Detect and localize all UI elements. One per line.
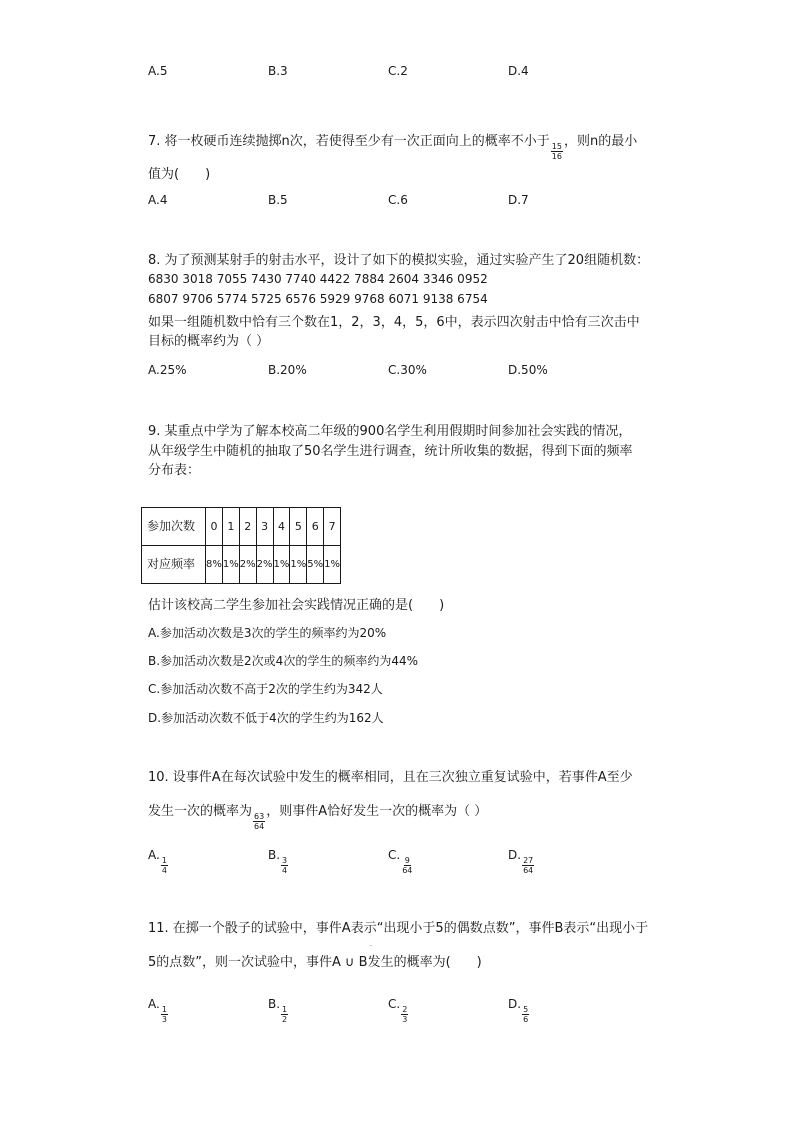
q8-option-b: B.20%	[268, 363, 307, 377]
q10-text-pre: 发生一次的概率为	[148, 804, 253, 819]
q10-option-b	[268, 848, 289, 875]
table-row-frequencies	[142, 546, 341, 584]
q9-line-3: 分布表：	[148, 463, 201, 478]
q9-option-a: A.参加活动次数是3次的学生的频率约为20%	[148, 626, 387, 640]
q10-option-c-num: 9	[404, 856, 410, 865]
q10-text-post: ，则事件A恰好发生一次的概率为（ ）	[266, 804, 488, 819]
q10-option-c	[388, 848, 414, 875]
q10-option-b-fraction	[281, 856, 288, 875]
q11-option-d-den: 6	[523, 1015, 529, 1024]
q10-option-a	[148, 848, 169, 875]
table-count-1: 1	[222, 508, 239, 546]
q8-random-numbers-2: 6807 9706 5774 5725 6576 5929 9768 6071 9138 6754	[148, 292, 488, 306]
q11-option-a-label: A.	[148, 997, 160, 1011]
q11-option-b	[268, 997, 289, 1024]
q9-line-1: 9. 某重点中学为了解本校高二年级的900名学生利用假期时间参加社会实践的情况，	[148, 424, 632, 439]
q11-option-c-fraction	[401, 1005, 408, 1024]
q9-stem: 估计该校高二学生参加社会实践情况正确的是( )	[148, 598, 445, 613]
q7-option-d: D.7	[508, 193, 529, 207]
q7-line-1	[148, 130, 637, 161]
q8-option-c: C.30%	[388, 363, 427, 377]
q10-frac-num: 63	[254, 812, 265, 821]
q8-option-d: D.50%	[508, 363, 548, 377]
q10-option-a-fraction	[161, 856, 168, 875]
q9-option-c: C.参加活动次数不高于2次的学生约为342人	[148, 682, 383, 696]
table-freq-3: 2%	[256, 546, 273, 584]
q10-option-c-den: 64	[402, 866, 413, 875]
q6-option-b: B.3	[268, 64, 288, 78]
q10-option-d-label: D.	[508, 848, 522, 862]
table-count-2: 2	[239, 508, 256, 546]
frequency-table	[141, 507, 341, 584]
q11-option-b-label: B.	[268, 997, 281, 1011]
table-count-6: 6	[307, 508, 324, 546]
q11-option-a	[148, 997, 169, 1024]
q6-option-d: D.4	[508, 64, 529, 78]
q10-option-b-label: B.	[268, 848, 281, 862]
table-freq-4: 1%	[273, 546, 290, 584]
q8-option-a: A.25%	[148, 363, 187, 377]
q10-line-1: 10. 设事件A在每次试验中发生的概率相同，且在三次独立重复试验中，若事件A至少	[148, 770, 633, 785]
q7-frac-num: 15	[551, 142, 562, 151]
table-row-counts	[142, 508, 341, 546]
table-freq-1: 1%	[222, 546, 239, 584]
q10-option-d-den: 64	[523, 866, 534, 875]
q8-random-numbers-1: 6830 3018 7055 7430 7740 4422 7884 2604 3346 0952	[148, 272, 488, 286]
q7-fraction	[551, 142, 563, 161]
q10-option-b-den: 4	[282, 866, 288, 875]
q7-text-pre: 7. 将一枚硬币连续抛掷n次，若使得至少有一次正面向上的概率不小于	[148, 134, 550, 149]
q11-option-c	[388, 997, 409, 1024]
q7-option-a: A.4	[148, 193, 168, 207]
q9-line-2: 从年级学生中随机的抽取了50名学生进行调查，统计所收集的数据，得到下面的频率	[148, 444, 633, 459]
q11-option-c-den: 3	[402, 1015, 408, 1024]
q10-option-d-fraction	[522, 856, 534, 875]
q11-line-2: 5的点数”，则一次试验中，事件A ∪ B发生的概率为( )	[148, 955, 482, 970]
q10-option-d-num: 27	[523, 856, 534, 865]
table-freq-6: 5%	[307, 546, 324, 584]
q10-option-b-num: 3	[282, 856, 288, 865]
table-freq-5: 1%	[290, 546, 307, 584]
q10-option-a-den: 4	[161, 866, 167, 875]
decorative-dot: .	[370, 941, 372, 948]
table-header-frequency: 对应频率	[142, 546, 206, 584]
table-freq-2: 2%	[239, 546, 256, 584]
q11-option-a-fraction	[161, 1005, 168, 1024]
q10-option-a-label: A.	[148, 848, 160, 862]
q7-text-post: ，则n的最小	[563, 134, 638, 149]
q11-option-b-num: 1	[282, 1005, 288, 1014]
q8-line-5: 目标的概率约为（ ）	[148, 334, 270, 349]
q9-option-d: D.参加活动次数不低于4次的学生约为162人	[148, 711, 384, 725]
q8-line-4: 如果一组随机数中恰有三个数在1，2，3，4，5，6中，表示四次射击中恰有三次击中	[148, 315, 640, 330]
q11-option-a-den: 3	[161, 1015, 167, 1024]
q11-line-1: 11. 在掷一个骰子的试验中，事件A表示“出现小于5的偶数点数”，事件B表示“出现小于	[148, 921, 649, 936]
q11-option-d-label: D.	[508, 997, 522, 1011]
q11-option-d-fraction	[522, 1005, 529, 1024]
q11-option-b-fraction	[281, 1005, 288, 1024]
table-count-5: 5	[290, 508, 307, 546]
q7-frac-den: 16	[551, 152, 562, 161]
q7-option-c: C.6	[388, 193, 408, 207]
q7-line-2: 值为( )	[148, 167, 211, 182]
q11-option-a-num: 1	[161, 1005, 167, 1014]
q10-line-2	[148, 800, 487, 831]
q10-option-c-label: C.	[388, 848, 401, 862]
q10-fraction	[253, 812, 265, 831]
q11-option-b-den: 2	[282, 1015, 288, 1024]
table-freq-7: 1%	[324, 546, 341, 584]
q10-option-a-num: 1	[161, 856, 167, 865]
table-freq-0: 8%	[206, 546, 223, 584]
table-count-4: 4	[273, 508, 290, 546]
q10-option-d	[508, 848, 535, 875]
q6-option-a: A.5	[148, 64, 168, 78]
q11-option-d	[508, 997, 530, 1024]
q11-option-d-num: 5	[523, 1005, 529, 1014]
q8-line-1: 8. 为了预测某射手的射击水平，设计了如下的模拟实验，通过实验产生了20组随机数：	[148, 253, 650, 268]
q9-option-b: B.参加活动次数是2次或4次的学生的频率约为44%	[148, 654, 418, 668]
q6-option-c: C.2	[388, 64, 408, 78]
table-count-7: 7	[324, 508, 341, 546]
table-count-3: 3	[256, 508, 273, 546]
table-count-0: 0	[206, 508, 223, 546]
q11-option-c-num: 2	[402, 1005, 408, 1014]
q7-option-b: B.5	[268, 193, 288, 207]
q10-frac-den: 64	[254, 822, 265, 831]
q10-option-c-fraction	[401, 856, 413, 875]
table-header-counts: 参加次数	[142, 508, 206, 546]
q11-option-c-label: C.	[388, 997, 401, 1011]
